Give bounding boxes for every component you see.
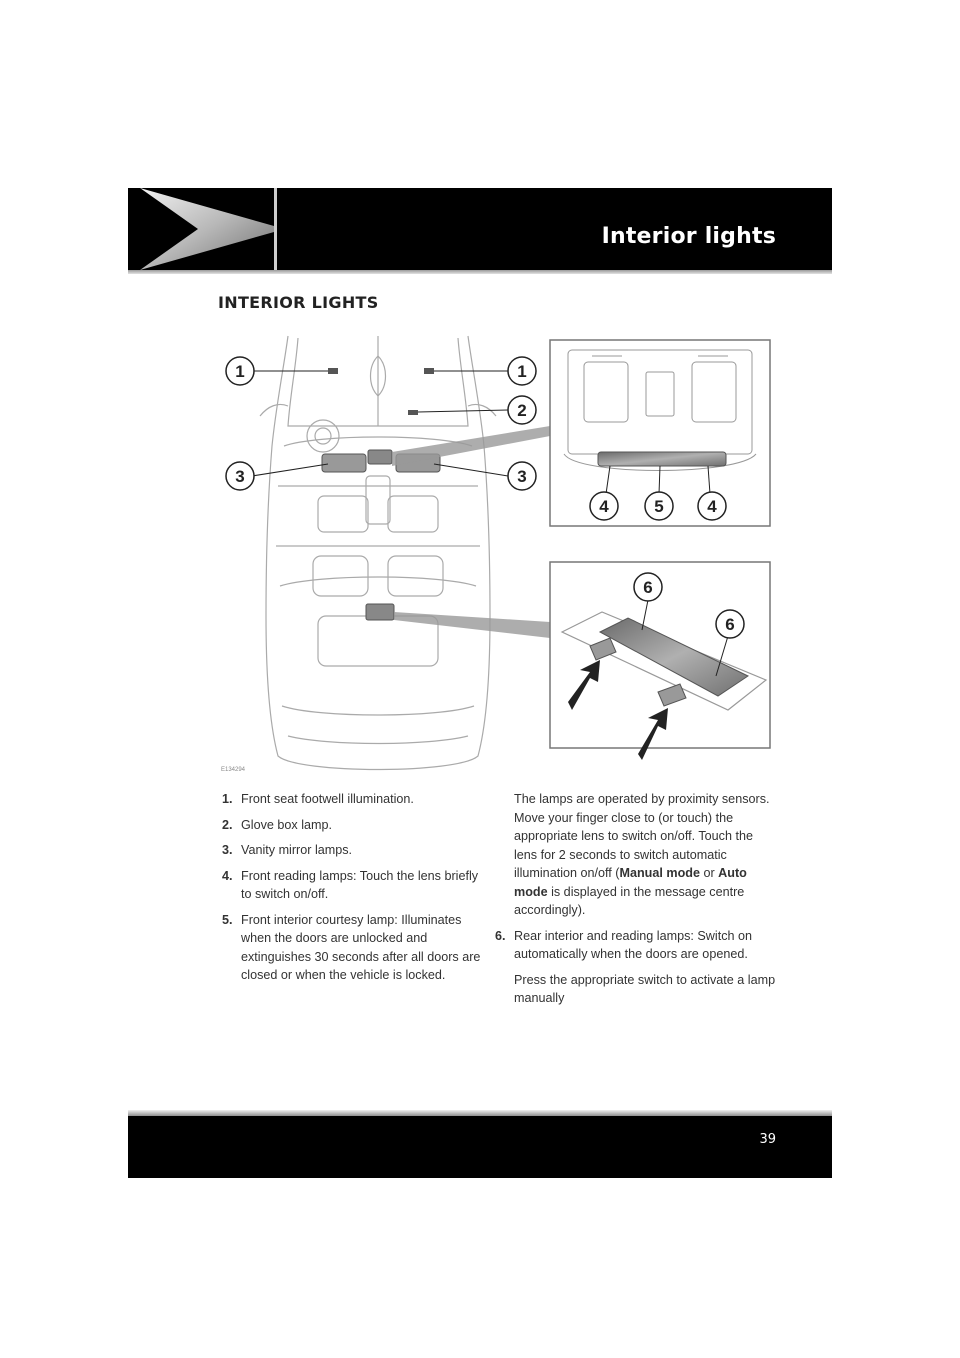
callout-3-left	[226, 462, 254, 490]
svg-text:1: 1	[235, 362, 245, 381]
front-console-lamp	[368, 450, 392, 464]
page-footer	[128, 1116, 832, 1178]
car-top-view	[260, 336, 496, 770]
left-column	[222, 790, 492, 992]
svg-text:6: 6	[643, 578, 653, 597]
list-item: 2. Glove box lamp.	[222, 817, 332, 832]
chapter-header	[128, 188, 832, 270]
callout-1-right	[508, 357, 536, 385]
figure-code: E134294	[221, 767, 246, 773]
list-item: 6. Rear interior and reading lamps: Switch on automatically when the doors are opened.	[495, 928, 753, 961]
svg-text:1: 1	[517, 362, 527, 381]
list-item: 5. Front interior courtesy lamp: Illuminates when the doors are unlocked and extinguishes 30 seconds after all doors are closed or when the vehicle is locked.	[222, 912, 481, 982]
callout-4-left	[590, 492, 618, 520]
page-number: 39	[759, 1132, 776, 1147]
section-title: INTERIOR LIGHTS	[218, 293, 379, 312]
proximity-sensor-paragraph: The lamps are operated by proximity sensors. Move your finger close to (or touch) the appropriate lens to switch on/off. Touch the lens for 2 seconds to switch automatic illumination on/off (Manual mode or Auto mode is displayed in the message centre accordingly).	[514, 792, 770, 917]
list-item: 1. Front seat footwell illumination.	[222, 792, 414, 806]
svg-text:5: 5	[654, 497, 664, 516]
svg-text:6: 6	[725, 615, 735, 634]
interior-lights-diagram	[218, 326, 778, 778]
callout-3-right	[508, 462, 536, 490]
footwell-lamp-left	[328, 368, 338, 374]
auto-mode-text: Auto mode	[514, 866, 747, 899]
callout-2	[508, 396, 536, 424]
callout-5	[645, 492, 673, 520]
manual-mode-text: Manual mode	[619, 866, 700, 880]
manual-activation-paragraph: Press the appropriate switch to activate a lamp manually	[514, 972, 776, 1005]
glove-box-lamp	[408, 410, 418, 415]
callout-4-right	[698, 492, 726, 520]
callout-6-right	[716, 610, 744, 638]
svg-text:3: 3	[517, 467, 527, 486]
list-item: 3. Vanity mirror lamps.	[222, 843, 353, 857]
header-underline	[128, 270, 832, 274]
vanity-mirror-left	[322, 454, 366, 472]
svg-text:4: 4	[599, 497, 609, 516]
footwell-lamp-right	[424, 368, 434, 374]
chevron-arrow-icon	[128, 188, 274, 270]
svg-text:2: 2	[517, 401, 527, 420]
page-title: Interior lights	[601, 224, 776, 249]
callout-6-left	[634, 573, 662, 601]
list-item: 4. Front reading lamps: Touch the lens briefly to switch on/off.	[222, 868, 479, 901]
callout-1-left	[226, 357, 254, 385]
right-column	[495, 790, 777, 1015]
rear-console-lamp	[366, 604, 394, 620]
svg-text:3: 3	[235, 467, 245, 486]
header-divider	[274, 188, 277, 270]
svg-text:4: 4	[707, 497, 717, 516]
